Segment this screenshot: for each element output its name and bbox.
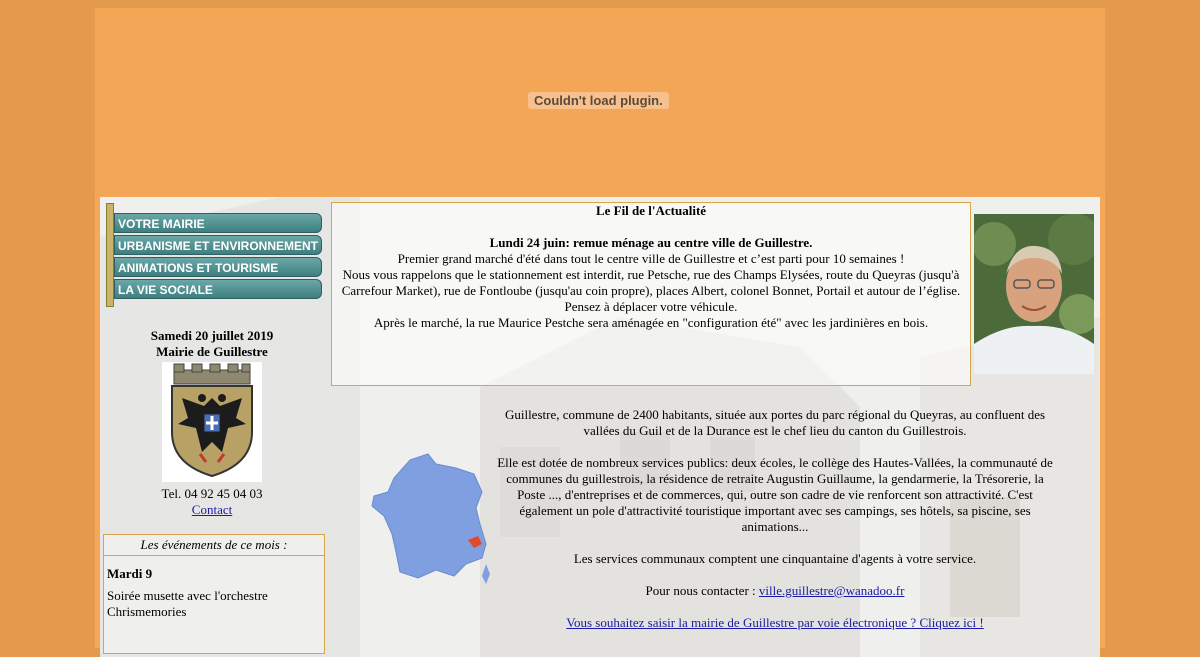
menu-item-animations[interactable]: ANIMATIONS ET TOURISME [114, 257, 322, 277]
about-paragraph: Les services communaux comptent une cinquantaine d'agents à votre service. [573, 551, 977, 566]
about-paragraph: Guillestre, commune de 2400 habitants, située aux portes du parc régional du Queyras, au confluent des vallées du Guil et de la Durance est le chef lieu du canton du Guillestrois. [504, 407, 1046, 438]
current-date: Samedi 20 juillet 2019 [150, 328, 274, 343]
left-column [100, 197, 330, 657]
menu-item-urbanisme[interactable]: URBANISME ET ENVIRONNEMENT [114, 235, 322, 255]
contact-prefix: Pour nous contacter : [645, 583, 759, 598]
contact-link-wrapper [100, 502, 324, 518]
menu-item-vie-sociale[interactable]: LA VIE SOCIALE [114, 279, 322, 299]
email-link[interactable]: ville.guillestre@wanadoo.fr [758, 583, 905, 598]
town-hall-name: Mairie de Guillestre [156, 344, 268, 359]
france-map [370, 452, 492, 584]
eform-link[interactable]: Vous souhaitez saisir la mairie de Guillestre par voie électronique ? Cliquez ici ! [566, 615, 984, 630]
events-box [103, 534, 325, 654]
main-menu [106, 203, 324, 307]
news-box [331, 202, 971, 386]
plugin-area [95, 8, 1105, 196]
news-line: Nous vous rappelons que le stationnement est interdit, rue Petsche, rue des Champs Elysées, route du Queyras (jusqu'à Carrefour Market), rue de Fontloube (jusqu'au coin propre), places Albert, colonel Bonnet, Portail et autour de l’église. [341, 267, 961, 298]
news-line: Pensez à déplacer votre véhicule. [564, 299, 738, 314]
about-section [495, 407, 1055, 647]
coat-of-arms [162, 362, 262, 482]
events-title: Les événements de ce mois : [104, 535, 324, 556]
news-headline: Lundi 24 juin: remue ménage au centre ville de Guillestre. [489, 235, 813, 250]
page-container [95, 8, 1105, 648]
date-block [100, 328, 324, 360]
about-paragraph: Elle est dotée de nombreux services publics: deux écoles, le collège des Hautes-Vallées, la communauté de communes du guillestrois, la résidence de retraite Augustin Guillaume, la gendarmerie, la Trésorerie, la Poste ..., d'entreprises et de commerces, qui, outre son cadre de vie renforcent son attractivité. C'est également un pole d'attractivité touristique important avec ses campings, ses hôtels, sa piscine, ses animations... [497, 455, 1053, 534]
main-content [100, 197, 1100, 657]
menu-item-votre-mairie[interactable]: VOTRE MAIRIE [114, 213, 322, 233]
plugin-error-message: Couldn't load plugin. [528, 92, 669, 109]
menu-bar [106, 203, 114, 307]
event-description: Soirée musette avec l'orchestre Chrismemories [107, 588, 268, 619]
event-day: Mardi 9 [107, 566, 153, 581]
phone-number: Tel. 04 92 45 04 03 [161, 486, 263, 501]
news-line: Premier grand marché d'été dans tout le centre ville de Guillestre et c’est parti pour 10 semaines ! [397, 251, 905, 266]
contact-link[interactable]: Contact [191, 502, 233, 517]
contact-line [495, 583, 1055, 599]
news-line: Après le marché, la rue Maurice Pestche sera aménagée en "configuration été" avec les jardinières en bois. [373, 315, 929, 330]
news-title: Le Fil de l'Actualité [595, 203, 707, 218]
mayor-portrait [974, 214, 1094, 374]
